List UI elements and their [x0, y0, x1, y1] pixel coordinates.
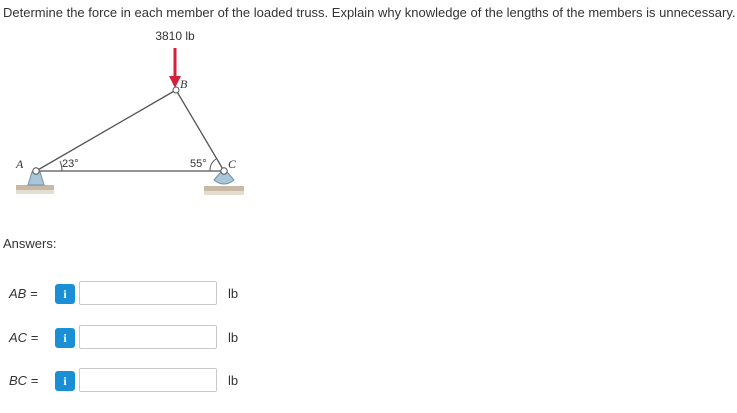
joint-b — [173, 87, 179, 93]
answer-label-ab: AB = — [9, 286, 38, 301]
answers-label: Answers: — [3, 236, 57, 251]
node-label-a: A — [16, 157, 24, 171]
answer-input-bc[interactable] — [79, 368, 217, 392]
info-icon[interactable]: i — [55, 328, 75, 348]
question-text: Determine the force in each member of the loaded truss. Explain why knowledge of the lengths of the members is unnecessary. — [3, 5, 736, 20]
unit-label-bc: lb — [228, 373, 239, 388]
answer-label-bc: BC = — [9, 373, 39, 388]
answer-row-bc — [0, 367, 737, 395]
answer-row-ab — [0, 280, 737, 308]
node-label-b: B — [180, 77, 188, 91]
truss-figure — [0, 22, 300, 222]
info-icon[interactable]: i — [55, 284, 75, 304]
support-c — [204, 168, 244, 195]
support-a — [16, 168, 54, 194]
angle-label-a: 23° — [62, 158, 79, 170]
angle-arc-c — [210, 159, 216, 171]
answer-label-ac: AC = — [9, 330, 39, 345]
angle-label-c: 55° — [190, 158, 207, 170]
unit-label-ac: lb — [228, 330, 239, 345]
answer-input-ac[interactable] — [79, 325, 217, 349]
load-label: 3810 lb — [155, 29, 195, 43]
member-ab — [36, 90, 176, 171]
answer-input-ab[interactable] — [79, 281, 217, 305]
unit-label-ab: lb — [228, 286, 239, 301]
node-label-c: C — [228, 157, 237, 171]
info-icon[interactable]: i — [55, 371, 75, 391]
answer-row-ac — [0, 324, 737, 352]
